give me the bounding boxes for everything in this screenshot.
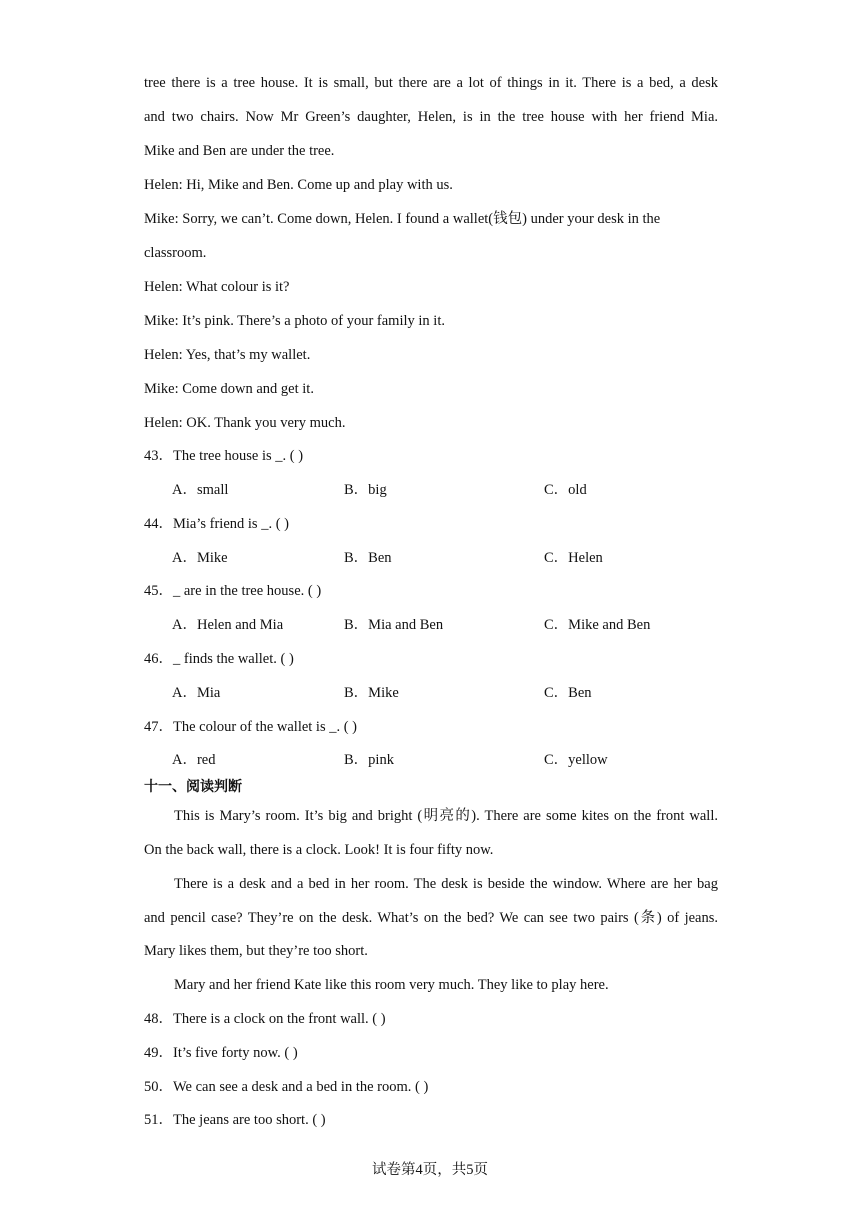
- option-b: B．Ben: [344, 550, 392, 566]
- page-footer: 试卷第4页，共5页: [372, 1162, 488, 1178]
- option-a: A．Mia: [172, 685, 221, 701]
- option-c: C．yellow: [544, 752, 608, 768]
- option-b: B．Mike: [344, 685, 399, 701]
- option-a: A．red: [172, 752, 216, 768]
- question-stem: 46．_ finds the wallet. ( ): [144, 651, 294, 667]
- option-a: A．Helen and Mia: [172, 617, 284, 633]
- dialogue-line: Mike: Come down and get it.: [144, 381, 314, 397]
- judgment-question: 51．The jeans are too short. ( ): [144, 1112, 326, 1128]
- option-a: A．Mike: [172, 550, 228, 566]
- question-stem: 47．The colour of the wallet is _. ( ): [144, 719, 358, 735]
- question-stem: 44．Mia’s friend is _. ( ): [144, 516, 289, 532]
- question-stem: 43．The tree house is _. ( ): [144, 448, 304, 464]
- judgment-question: 48．There is a clock on the front wall. ( ): [144, 1011, 386, 1027]
- passage-line: This is Mary’s room. It’s big and bright (明亮的). There are some kites on the front wall.: [174, 808, 718, 824]
- passage-line: On the back wall, there is a clock. Look! It is four fifty now.: [144, 842, 494, 858]
- passage-line: Mike and Ben are under the tree.: [144, 143, 335, 159]
- passage-line: and pencil case? They’re on the desk. What’s on the bed? We can see two pairs (条) of jeans.: [144, 910, 718, 926]
- option-c: C．Mike and Ben: [544, 617, 651, 633]
- option-b: B．big: [344, 482, 387, 498]
- option-c: C．Helen: [544, 550, 603, 566]
- option-c: C．old: [544, 482, 587, 498]
- section-heading: 十一、阅读判断: [144, 779, 242, 795]
- option-a: A．small: [172, 482, 229, 498]
- question-stem: 45．_ are in the tree house. ( ): [144, 583, 322, 599]
- judgment-question: 50．We can see a desk and a bed in the room. ( ): [144, 1079, 429, 1095]
- passage-line: and two chairs. Now Mr Green’s daughter, Helen, is in the tree house with her friend Mia.: [144, 109, 718, 125]
- dialogue-line: Mike: It’s pink. There’s a photo of your family in it.: [144, 313, 445, 329]
- passage-line: Mary likes them, but they’re too short.: [144, 943, 368, 959]
- option-b: B．pink: [344, 752, 394, 768]
- dialogue-line: Helen: Hi, Mike and Ben. Come up and play with us.: [144, 177, 453, 193]
- dialogue-line: Mike: Sorry, we can’t. Come down, Helen. I found a wallet(钱包) under your desk in the: [144, 211, 661, 227]
- judgment-question: 49．It’s five forty now. ( ): [144, 1045, 298, 1061]
- dialogue-line: Helen: Yes, that’s my wallet.: [144, 347, 311, 363]
- dialogue-line: classroom.: [144, 245, 207, 261]
- option-b: B．Mia and Ben: [344, 617, 444, 633]
- dialogue-line: Helen: OK. Thank you very much.: [144, 415, 346, 431]
- passage-line: There is a desk and a bed in her room. The desk is beside the window. Where are her bag: [174, 876, 718, 892]
- passage-line: tree there is a tree house. It is small, but there are a lot of things in it. There is a bed, a desk: [144, 75, 718, 91]
- option-c: C．Ben: [544, 685, 592, 701]
- dialogue-line: Helen: What colour is it?: [144, 279, 290, 295]
- passage-line: Mary and her friend Kate like this room very much. They like to play here.: [174, 977, 609, 993]
